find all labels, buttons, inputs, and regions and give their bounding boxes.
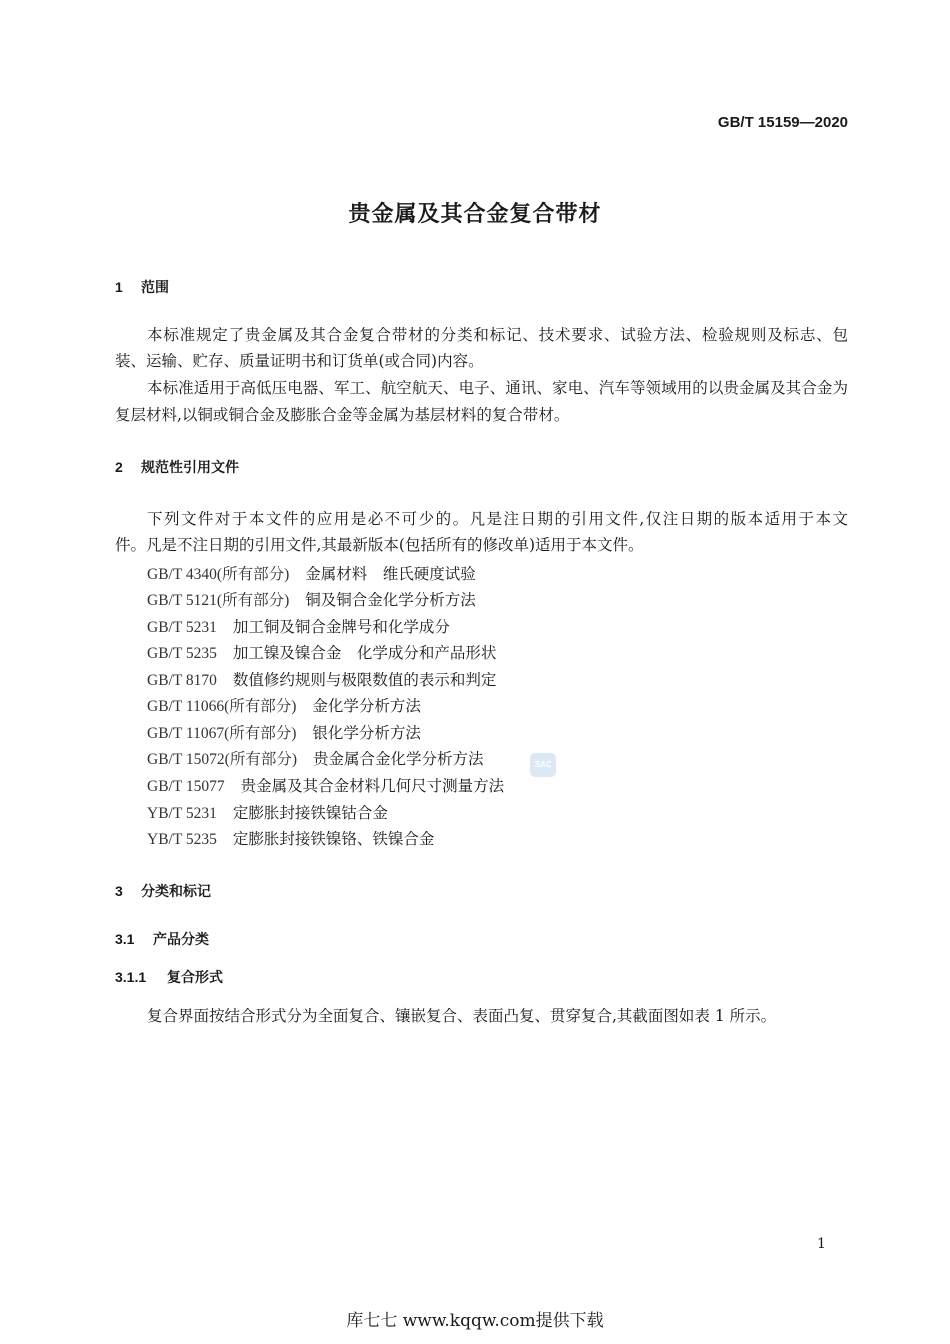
reference-code: GB/T 15077 [147,778,225,795]
reference-item [147,668,496,690]
reference-title: 银化学分析方法 [312,724,421,742]
reference-title: 贵金属及其合金材料几何尺寸测量方法 [240,777,505,795]
reference-code: GB/T 8170 [147,672,217,689]
paragraph-line: 下列文件对于本文件的应用是必不可少的。凡是注日期的引用文件,仅注日期的版本适用于本文 [147,510,848,528]
reference-title: 定膨胀封接铁镍铬、铁镍合金 [232,830,435,848]
reference-item [147,721,421,743]
reference-code: YB/T 5235 [147,831,217,848]
reference-title: 金化学分析方法 [312,697,421,715]
reference-item [147,588,476,610]
section-number: 1 [115,279,123,295]
paragraph-line: 本标准适用于高低压电器、军工、航空航天、电子、通讯、家电、汽车等领域用的以贵金属及其合金为 [147,379,848,397]
reference-item [147,694,421,716]
reference-item [147,641,496,663]
section-title: 产品分类 [153,931,209,947]
reference-title: 加工铜及铜合金牌号和化学成分 [232,618,450,636]
sac-watermark-logo: SAC [530,753,556,777]
reference-item [147,827,434,849]
reference-title: 数值修约规则与极限数值的表示和判定 [232,671,497,689]
document-title: 贵金属及其合金复合带材 [348,201,602,226]
section-3-heading [115,881,211,901]
section-2-heading [115,457,239,477]
section-title: 范围 [141,279,169,295]
reference-item [147,562,476,584]
reference-title: 铜及铜合金化学分析方法 [305,591,476,609]
reference-code: GB/T 4340(所有部分) [147,566,290,583]
section-3-1-heading [115,929,209,949]
section-1-heading [115,277,169,297]
paragraph-line: 复合界面按结合形式分为全面复合、镶嵌复合、表面凸复、贯穿复合,其截面图如表 1 所示。 [147,1007,777,1025]
footer-download-note: 库七七 www.kqqw.com提供下载 [346,1311,604,1331]
reference-code: YB/T 5231 [147,805,217,822]
paragraph-line: 本标准规定了贵金属及其合金复合带材的分类和标记、技术要求、试验方法、检验规则及标志、包 [147,326,848,344]
page-number: 1 [817,1236,826,1252]
reference-title: 定膨胀封接铁镍钴合金 [232,804,388,822]
reference-item [147,774,504,796]
section-title: 分类和标记 [141,883,211,899]
section-number: 2 [115,459,123,475]
reference-code: GB/T 5231 [147,619,217,636]
reference-title: 金属材料 维氏硬度试验 [305,565,476,583]
section-title: 复合形式 [167,969,223,985]
reference-code: GB/T 5235 [147,645,217,662]
section-number: 3.1.1 [115,969,147,985]
reference-code: GB/T 5121(所有部分) [147,592,290,609]
reference-code: GB/T 11066(所有部分) [147,698,297,715]
section-3-1-1-heading [115,967,223,987]
paragraph-line: 复层材料,以铜或铜合金及膨胀合金等金属为基层材料的复合带材。 [115,406,570,424]
section-title: 规范性引用文件 [141,459,239,475]
paragraph-line: 装、运输、贮存、质量证明书和订货单(或合同)内容。 [115,352,484,370]
reference-title: 加工镍及镍合金 化学成分和产品形状 [232,644,497,662]
reference-item [147,801,388,823]
paragraph-line: 件。凡是不注日期的引用文件,其最新版本(包括所有的修改单)适用于本文件。 [115,536,644,554]
reference-code: GB/T 11067(所有部分) [147,725,297,742]
section-number: 3.1 [115,931,135,947]
standard-number: GB/T 15159—2020 [717,114,848,131]
reference-item [147,615,450,637]
section-number: 3 [115,883,123,899]
reference-title: 贵金属合金化学分析方法 [312,750,484,768]
reference-item [147,747,484,769]
reference-code: GB/T 15072(所有部分) [147,751,297,768]
